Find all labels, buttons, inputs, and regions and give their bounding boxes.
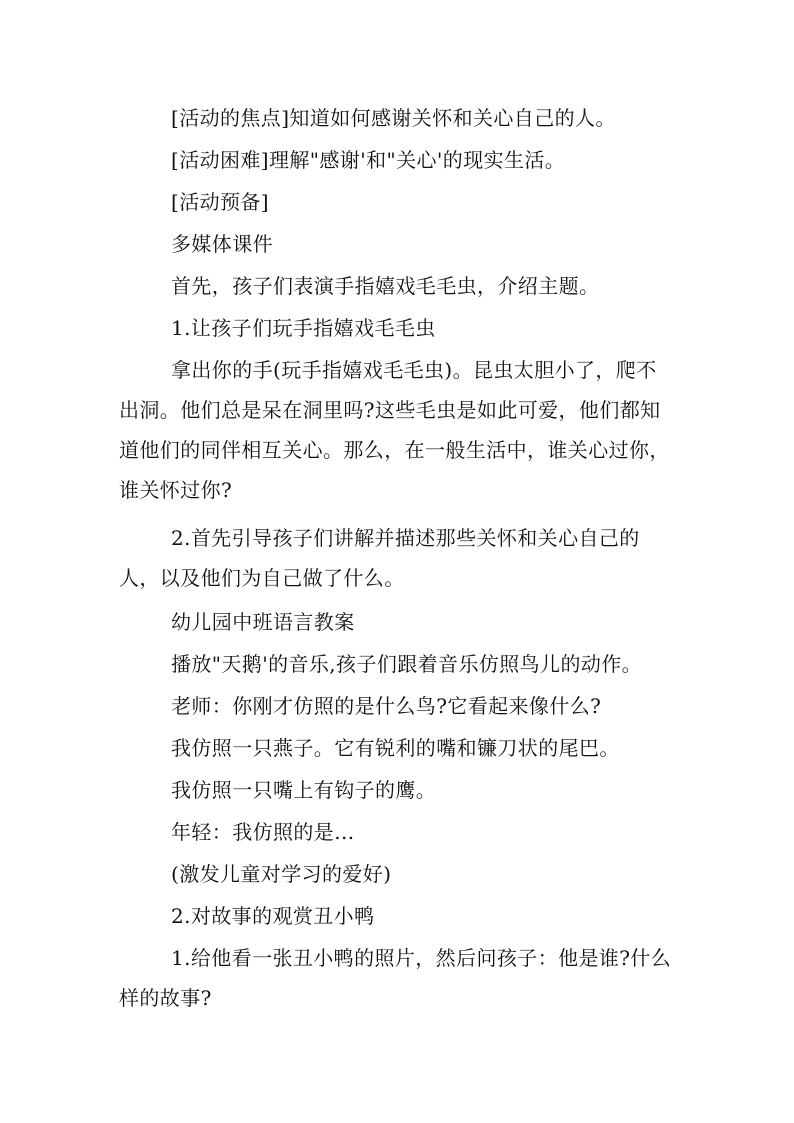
activity-focus-paragraph: [活动的焦点]知道如何感谢关怀和关心自己的人。: [171, 106, 616, 130]
lesson-plan-title: 幼儿园中班语言教案: [171, 610, 355, 634]
step-1-heading: 1.让孩子们玩手指嬉戏毛毛虫: [171, 316, 436, 340]
activity-preparation-heading: [活动预备]: [171, 190, 270, 214]
caterpillar-story-paragraph: 拿出你的手(玩手指嬉戏毛毛虫)。昆虫太胆小了，爬不出洞。他们总是呆在洞里吗?这些毛虫是如此可爱，他们都知道他们的同伴相互关心。那么，在一般生活中，谁关心过你，谁关怀过你?: [119, 358, 670, 502]
multimedia-courseware-line: 多媒体课件: [171, 232, 273, 256]
eagle-paragraph: 我仿照一只嘴上有钩子的鹰。: [171, 778, 437, 802]
step-2-paragraph: 2.首先引导孩子们讲解并描述那些关怀和关心自己的人，以及他们为自己做了什么。: [119, 526, 640, 590]
teacher-question-paragraph: 老师：你刚才仿照的是什么鸟?它看起来像什么?: [171, 694, 602, 718]
story-heading: 2.对故事的观赏丑小鸭: [171, 904, 375, 928]
ugly-duckling-question-paragraph: 1.给他看一张丑小鸭的照片，然后问孩子：他是谁?什么样的故事?: [119, 946, 672, 1010]
intro-paragraph: 首先，孩子们表演手指嬉戏毛毛虫，介绍主题。: [171, 274, 600, 298]
young-imitation-paragraph: 年轻：我仿照的是...: [171, 820, 355, 844]
swan-music-paragraph: 播放"天鹅'的音乐,孩子们跟着音乐仿照鸟儿的动作。: [171, 652, 643, 676]
activity-difficulty-paragraph: [活动困难]理解"感谢'和"关心'的现实生活。: [171, 148, 566, 172]
motivation-note: (激发儿童对学习的爱好): [171, 862, 392, 886]
swallow-paragraph: 我仿照一只燕子。它有锐利的嘴和镰刀状的尾巴。: [171, 736, 620, 760]
